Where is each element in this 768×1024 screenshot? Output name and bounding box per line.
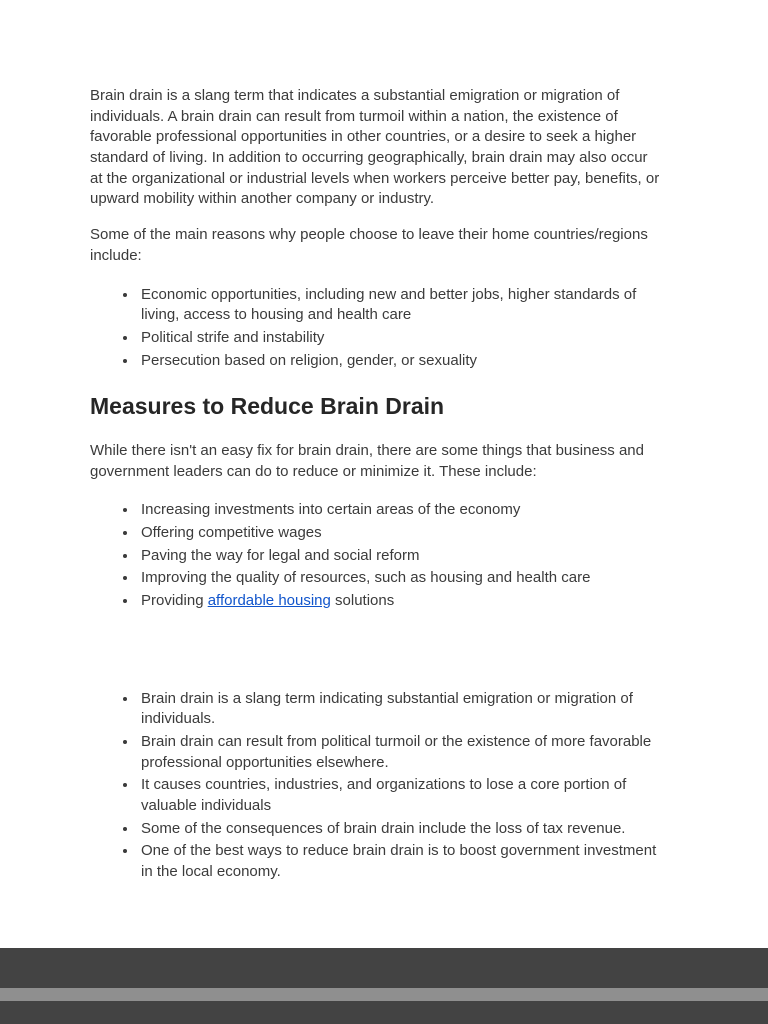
page-gap-separator — [0, 988, 768, 1001]
list-item: • Some of the consequences of brain drain include the loss of tax revenue. — [138, 819, 664, 840]
summary-list — [90, 689, 664, 883]
blank-space — [90, 627, 664, 671]
section-heading: Measures to Reduce Brain Drain — [90, 393, 445, 420]
list-item-text: solutions — [330, 591, 395, 609]
list-item: • Persecution based on religion, gender, or sexuality — [138, 351, 664, 372]
list-item: • It causes countries, industries, and organizations to lose a core portion of valuable individuals — [138, 775, 664, 816]
list-item: • Paving the way for legal and social reform — [138, 546, 664, 567]
list-item-with-link — [138, 591, 664, 612]
paragraph-reasons-lead: Some of the main reasons why people choose to leave their home countries/regions include: — [90, 226, 648, 264]
list-item: • Offering competitive wages — [138, 523, 664, 544]
list-item: • Economic opportunities, including new and better jobs, higher standards of living, access to housing and health care — [138, 285, 664, 326]
list-item-text: Providing — [141, 591, 208, 609]
viewer-background — [0, 1001, 768, 1024]
paragraph-intro: Brain drain is a slang term that indicates a substantial emigration or migration of individuals. A brain drain can result from turmoil within a nation, the existence of favorable professional opportunities in other countries, or a desire to seek a higher standard of living. In addition to occurring geographically, brain drain may also occur at the organizational or industrial levels when workers perceive better pay, benefits, or upward mobility within another company or industry. — [90, 87, 660, 208]
reasons-list — [90, 285, 664, 372]
measures-list — [90, 500, 664, 611]
list-item: • Brain drain is a slang term indicating substantial emigration or migration of individuals. — [138, 689, 664, 730]
paragraph-measures-lead: While there isn't an easy fix for brain drain, there are some things that business and government leaders can do to reduce or minimize it. These include: — [90, 441, 644, 480]
list-item: • One of the best ways to reduce brain drain is to boost government investment in the local economy. — [138, 841, 664, 882]
viewer-background — [0, 948, 768, 988]
list-item: • Increasing investments into certain areas of the economy — [138, 500, 664, 521]
list-item: • Political strife and instability — [138, 328, 664, 349]
list-item: • Improving the quality of resources, such as housing and health care — [138, 568, 664, 589]
affordable-housing-link[interactable]: affordable housing — [207, 591, 331, 609]
list-item: • Brain drain can result from political turmoil or the existence of more favorable professional opportunities elsewhere. — [138, 732, 664, 773]
